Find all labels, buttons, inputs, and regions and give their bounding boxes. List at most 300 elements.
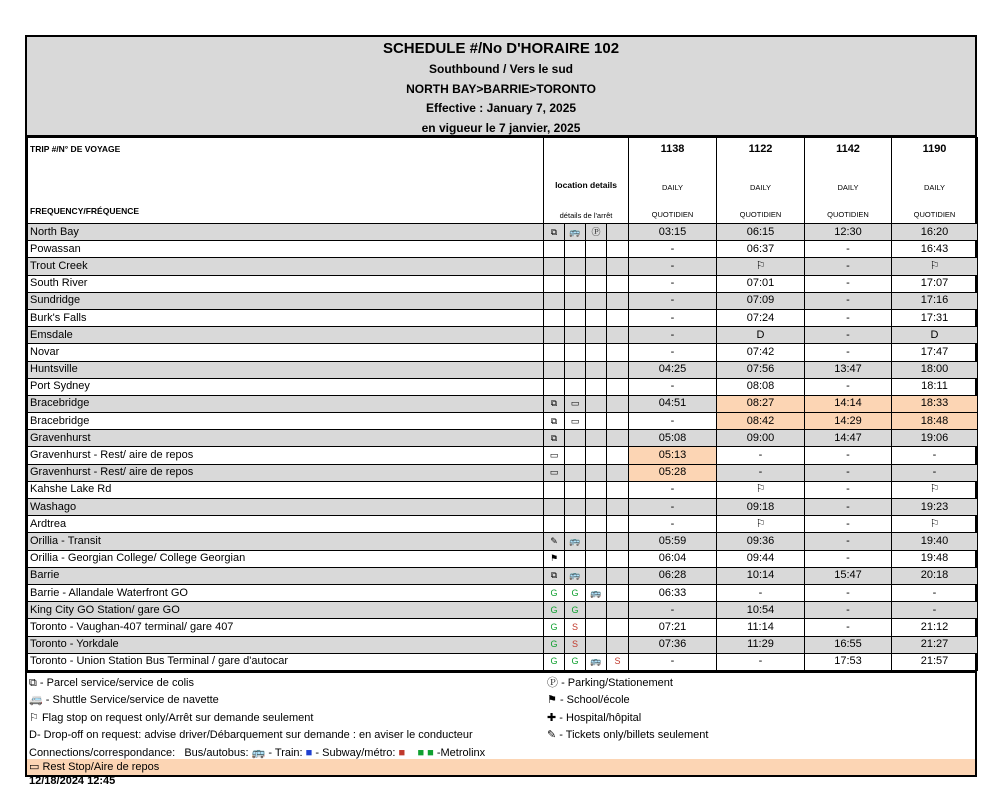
stop-time: 13:47 [805,361,892,378]
stop-time: 19:48 [892,550,978,567]
stop-time: 19:06 [892,430,978,447]
stop-time: - [805,516,892,533]
stop-amenity-icon [544,292,565,309]
stop-time: - [805,499,892,516]
stop-amenity-icon [607,292,629,309]
bus-label: Bus/autobus: [184,746,249,759]
stop-amenity-icon [607,344,629,361]
train-icon: ■ [305,746,313,759]
stop-time: - [892,602,978,619]
stop-name: Trout Creek [28,258,544,275]
stop-amenity-icon [586,447,607,464]
stop-time: 07:56 [717,361,805,378]
stop-amenity-icon [607,241,629,258]
stop-row [28,550,978,567]
train-label: - Train: [268,746,303,759]
stop-amenity-icon: S [565,636,586,653]
stop-amenity-icon [586,481,607,498]
stop-name: Orillia - Georgian College/ College Georgian [28,550,544,567]
metrolinx-icon: ■ ■ [417,746,434,759]
stop-rows [28,224,978,671]
stop-time: - [805,602,892,619]
stop-time: 05:28 [629,464,717,481]
stop-amenity-icon [607,447,629,464]
stop-amenity-icon [607,275,629,292]
parcel-icon: ⧉ [29,676,37,689]
stop-time: - [717,653,805,670]
stop-time: 07:42 [717,344,805,361]
stop-row [28,636,978,653]
stop-amenity-icon: ⚑ [544,550,565,567]
stop-time: 16:20 [892,224,978,241]
stop-row [28,413,978,430]
stop-time: - [892,447,978,464]
stop-time: 10:54 [717,602,805,619]
stop-name: Ardtrea [28,516,544,533]
stop-time: 06:04 [629,550,717,567]
stop-amenity-icon: G [565,653,586,670]
stop-amenity-icon [586,344,607,361]
stop-amenity-icon [607,602,629,619]
stop-amenity-icon: ▭ [565,413,586,430]
stop-time: 17:53 [805,653,892,670]
stop-row [28,258,978,275]
stop-row [28,447,978,464]
stop-name: Toronto - Yorkdale [28,636,544,653]
legend-school-text: - School/école [559,694,630,707]
stop-amenity-icon [607,378,629,395]
bus-icon: 🚌 [251,746,266,759]
stop-amenity-icon [586,516,607,533]
trip-number: 1122 [748,143,773,155]
schedule-title: SCHEDULE #/No D'HORAIRE 102 [382,40,620,57]
stop-name: Burk's Falls [28,309,544,326]
stop-amenity-icon: G [565,602,586,619]
stop-time: 06:15 [717,224,805,241]
stop-time: 19:40 [892,533,978,550]
stop-amenity-icon [607,327,629,344]
stop-amenity-icon: S [607,653,629,670]
shuttle-icon: 🚐 [29,694,43,707]
stop-amenity-icon [586,378,607,395]
stop-amenity-icon [565,464,586,481]
stop-time: 07:24 [717,309,805,326]
stop-time: - [805,241,892,258]
stop-amenity-icon [607,224,629,241]
stop-name: Huntsville [28,361,544,378]
tickets-icon: ✎ [547,729,557,742]
stop-amenity-icon [586,499,607,516]
stop-amenity-icon [586,241,607,258]
schedule-header [27,37,975,137]
stop-time: D [717,327,805,344]
stop-time: - [892,464,978,481]
stop-time: - [629,413,717,430]
stop-time: 18:48 [892,413,978,430]
stop-name: Gravenhurst [28,430,544,447]
stop-amenity-icon [586,430,607,447]
stop-amenity-icon [586,602,607,619]
stop-name: North Bay [28,224,544,241]
stop-amenity-icon [565,241,586,258]
stop-time: - [805,344,892,361]
stop-name: Powassan [28,241,544,258]
stop-amenity-icon [544,241,565,258]
stop-name: Washago [28,499,544,516]
stop-time: ⚐ [717,258,805,275]
trip-number: 1190 [922,143,947,155]
stop-amenity-icon: G [565,584,586,601]
stop-amenity-icon: G [544,619,565,636]
subway-label: - Subway/métro: [315,746,396,759]
stop-time: 08:27 [717,395,805,412]
stop-time: 21:27 [892,636,978,653]
trip-frequency: DAILY [923,183,946,192]
legend-hospital-text: - Hospital/hôpital [559,711,642,724]
stop-time: 08:08 [717,378,805,395]
stop-time: - [629,378,717,395]
stop-amenity-icon: 🚌 [565,224,586,241]
stop-time: 07:01 [717,275,805,292]
stop-time: 08:42 [717,413,805,430]
stop-amenity-icon [586,533,607,550]
stop-time: 16:55 [805,636,892,653]
stop-time: 03:15 [629,224,717,241]
stop-amenity-icon [565,309,586,326]
stop-amenity-icon [565,327,586,344]
stop-amenity-icon [607,481,629,498]
stop-row [28,395,978,412]
stop-amenity-icon: G [544,602,565,619]
effective-date-fr: en vigueur le 7 janvier, 2025 [421,120,581,135]
stop-name: Bracebridge [28,413,544,430]
stop-amenity-icon [607,430,629,447]
stop-amenity-icon [586,636,607,653]
trip-frequency-fr: QUOTIDIEN [651,210,694,219]
stop-row [28,241,978,258]
trip-header-cell [28,138,544,224]
trip-frequency: DAILY [749,183,772,192]
flag-icon: ⚐ [29,711,39,724]
stop-row [28,327,978,344]
stop-time: - [629,327,717,344]
stop-name: King City GO Station/ gare GO [28,602,544,619]
stop-row [28,533,978,550]
legend-rest-text: Rest Stop/Aire de repos [42,760,160,773]
stop-amenity-icon [565,258,586,275]
stop-amenity-icon [544,378,565,395]
trip-column-1122 [717,138,805,224]
stop-time: 10:14 [717,567,805,584]
stop-time: 05:08 [629,430,717,447]
legend-flag [29,710,973,728]
stop-amenity-icon [565,378,586,395]
stop-time: 16:43 [892,241,978,258]
effective-date: Effective : January 7, 2025 [425,101,577,115]
stop-time: 05:13 [629,447,717,464]
stop-time: - [629,481,717,498]
stop-amenity-icon [544,258,565,275]
legend-right [547,675,708,745]
stop-amenity-icon [586,258,607,275]
stop-time: - [629,653,717,670]
stop-name: Sundridge [28,292,544,309]
stop-time: - [629,499,717,516]
direction: Southbound / Vers le sud [428,62,573,76]
stop-time: - [805,309,892,326]
stop-amenity-icon [544,516,565,533]
stop-amenity-icon [607,550,629,567]
stop-row [28,602,978,619]
stop-amenity-icon [565,447,586,464]
stop-time: ⚐ [892,516,978,533]
stop-time: - [805,584,892,601]
stop-amenity-icon [565,430,586,447]
stop-time: - [805,378,892,395]
stop-row [28,499,978,516]
stop-time: - [805,533,892,550]
stop-amenity-icon [586,275,607,292]
stop-amenity-icon: ▭ [544,447,565,464]
stop-time: 17:16 [892,292,978,309]
stop-amenity-icon [544,499,565,516]
school-icon: ⚑ [547,694,557,707]
stop-name: Bracebridge [28,395,544,412]
schedule-sheet [25,35,977,777]
stop-time: 04:25 [629,361,717,378]
stop-time: 04:51 [629,395,717,412]
subway-icon: ■ [398,746,406,759]
trip-frequency: DAILY [837,183,859,192]
stop-amenity-icon [607,361,629,378]
stop-row [28,481,978,498]
stop-amenity-icon [607,636,629,653]
stop-amenity-icon [544,327,565,344]
legend-parcel [29,675,973,693]
stop-amenity-icon [607,395,629,412]
legend-rest-stop [27,759,975,775]
stop-time: 09:18 [717,499,805,516]
stop-amenity-icon [565,275,586,292]
location-details-header [544,138,629,224]
hospital-icon: ✚ [547,711,557,724]
trip-frequency-fr: QUOTIDIEN [913,210,956,219]
stop-time: 14:47 [805,430,892,447]
stop-time: 07:21 [629,619,717,636]
stop-time: ⚐ [717,481,805,498]
stop-time: 07:09 [717,292,805,309]
legend-dropoff: D- Drop-off on request: advise driver/Débarquement sur demande : en aviser le conducteur [29,729,473,742]
stop-row [28,516,978,533]
stop-name: Gravenhurst - Rest/ aire de repos [28,464,544,481]
stop-amenity-icon: 🚌 [586,653,607,670]
stop-time: - [805,275,892,292]
stop-time: 21:57 [892,653,978,670]
stop-time: ⚐ [717,516,805,533]
frequency-label: FREQUENCY/FRÉQUENCE [30,206,140,216]
trip-frequency-fr: QUOTIDIEN [827,210,869,219]
trip-column-1142 [805,138,892,224]
parking-icon: Ⓟ [547,676,558,689]
stop-time: 18:33 [892,395,978,412]
legend-tickets-text: - Tickets only/billets seulement [559,729,709,742]
stop-row [28,361,978,378]
stop-time: - [629,516,717,533]
stop-amenity-icon: ▭ [544,464,565,481]
stop-row [28,292,978,309]
stop-time: ⚐ [892,481,978,498]
stop-time: 18:11 [892,378,978,395]
stop-time: - [892,584,978,601]
rest-stop-icon: ▭ [29,760,40,773]
stop-name: Emsdale [28,327,544,344]
trip-frequency: DAILY [661,183,684,192]
stop-amenity-icon: ⧉ [544,395,565,412]
stop-row [28,619,978,636]
stop-name: Gravenhurst - Rest/ aire de repos [28,447,544,464]
stop-amenity-icon [586,619,607,636]
stop-name: Barrie [28,567,544,584]
stop-time: - [717,464,805,481]
stop-amenity-icon [586,361,607,378]
stop-time: - [629,309,717,326]
trip-number: 1138 [660,143,685,155]
trip-frequency-fr: QUOTIDIEN [739,210,782,219]
stop-amenity-icon: G [544,636,565,653]
stop-name: Novar [28,344,544,361]
stop-time: - [805,327,892,344]
stop-time: 21:12 [892,619,978,636]
location-details-label: location details [555,180,617,190]
stop-time: - [629,241,717,258]
stop-time: 06:28 [629,567,717,584]
location-details-label-fr: détails de l'arrêt [559,211,613,220]
stop-amenity-icon [565,499,586,516]
stop-time: 06:37 [717,241,805,258]
stop-amenity-icon: ▭ [565,395,586,412]
stop-amenity-icon [586,395,607,412]
stop-time: 17:47 [892,344,978,361]
timetable [27,137,978,671]
stop-amenity-icon: 🚌 [565,567,586,584]
header-row [28,138,978,224]
stop-amenity-icon [586,550,607,567]
trip-label: TRIP #/N° DE VOYAGE [30,144,121,154]
stop-time: ⚐ [892,258,978,275]
stop-time: 09:00 [717,430,805,447]
stop-row [28,344,978,361]
stop-time: - [717,447,805,464]
stop-time: - [629,602,717,619]
legend-school [547,692,708,710]
stop-time: 12:30 [805,224,892,241]
legend [27,671,975,775]
trip-number: 1142 [836,143,860,155]
legend-shuttle [29,692,973,710]
trip-column-1138 [629,138,717,224]
stop-time: - [717,584,805,601]
stop-time: 17:31 [892,309,978,326]
stop-amenity-icon [565,481,586,498]
stop-time: - [629,292,717,309]
stop-amenity-icon [607,464,629,481]
stop-amenity-icon [544,275,565,292]
stop-amenity-icon: ⧉ [544,413,565,430]
stop-name: Kahshe Lake Rd [28,481,544,498]
stop-amenity-icon: S [565,619,586,636]
stop-time: 05:59 [629,533,717,550]
stop-time: 11:14 [717,619,805,636]
stop-time: 18:00 [892,361,978,378]
stop-name: Toronto - Vaughan-407 terminal/ gare 407 [28,619,544,636]
stop-time: D [892,327,978,344]
stop-amenity-icon [607,499,629,516]
legend-flag-text: Flag stop on request only/Arrêt sur demande seulement [41,711,314,724]
stop-name: Barrie - Allandale Waterfront GO [28,584,544,601]
stop-amenity-icon [565,344,586,361]
stop-amenity-icon: Ⓟ [586,224,607,241]
stop-time: - [629,344,717,361]
stop-row [28,584,978,601]
stop-amenity-icon: ⧉ [544,567,565,584]
stop-time: 17:07 [892,275,978,292]
stop-amenity-icon: 🚌 [565,533,586,550]
stop-time: 15:47 [805,567,892,584]
stop-amenity-icon [565,361,586,378]
route: NORTH BAY>BARRIE>TORONTO [406,81,596,96]
stop-amenity-icon [607,533,629,550]
stop-time: - [805,619,892,636]
stop-amenity-icon: ⧉ [544,224,565,241]
stop-name: Orillia - Transit [28,533,544,550]
stop-row [28,430,978,447]
stop-amenity-icon [544,481,565,498]
stop-amenity-icon [586,327,607,344]
stop-time: - [805,481,892,498]
stop-amenity-icon: ✎ [544,533,565,550]
stop-amenity-icon: 🚌 [586,584,607,601]
stop-time: - [805,464,892,481]
legend-parking-text: - Parking/Stationement [561,676,673,689]
stop-time: - [629,275,717,292]
stop-amenity-icon: G [544,653,565,670]
stop-time: 11:29 [717,636,805,653]
stop-time: - [805,258,892,275]
stop-row [28,275,978,292]
stop-name: South River [28,275,544,292]
stop-time: 20:18 [892,567,978,584]
stop-amenity-icon [586,464,607,481]
stop-amenity-icon [586,413,607,430]
stop-amenity-icon [586,309,607,326]
stop-time: 06:33 [629,584,717,601]
print-timestamp: 12/18/2024 12:45 [29,775,116,787]
stop-amenity-icon [565,516,586,533]
legend-hospital [547,710,708,728]
legend-parcel-text: - Parcel service/service de colis [39,676,194,689]
stop-amenity-icon [607,584,629,601]
stop-row [28,224,978,241]
stop-row [28,464,978,481]
stop-time: 14:14 [805,395,892,412]
legend-tickets [547,727,708,745]
stop-row [28,653,978,670]
stop-time: - [629,258,717,275]
stop-amenity-icon [607,516,629,533]
stop-amenity-icon [586,567,607,584]
stop-time: - [805,292,892,309]
stop-time: 09:36 [717,533,805,550]
